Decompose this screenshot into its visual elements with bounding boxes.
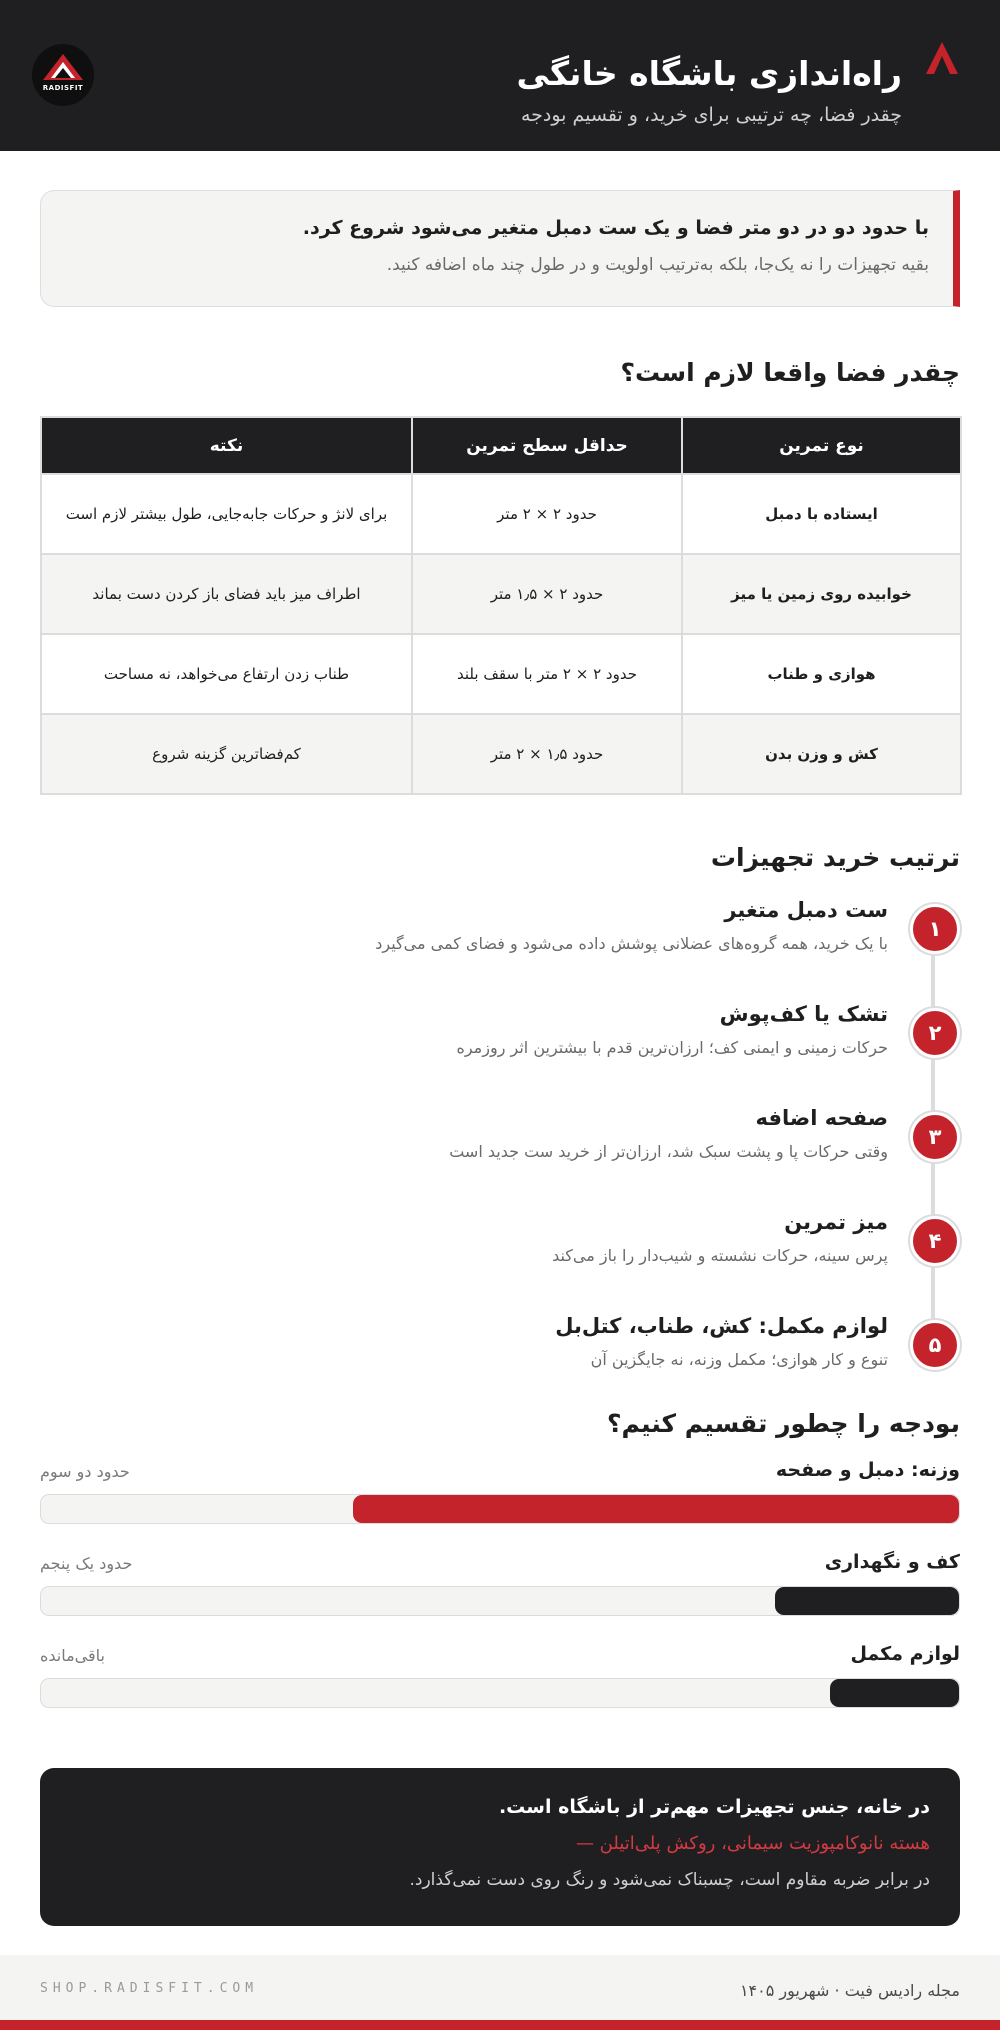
table-header-row — [41, 417, 961, 474]
page-subtitle: چقدر فضا، چه ترتیبی برای خرید، و تقسیم بودجه — [520, 104, 902, 126]
budget-label: لوازم مکمل — [850, 1643, 960, 1665]
budget-note: حدود یک پنجم — [40, 1554, 133, 1573]
cell-area: حدود ۲ × ۲ متر با سقف بلند — [412, 634, 682, 714]
cell-note: اطراف میز باید فضای باز کردن دست بماند — [41, 554, 412, 634]
logo-text: RADISFIT — [42, 84, 84, 92]
step-description: وقتی حرکات پا و پشت سبک شد، ارزان‌تر از خرید ست جدید است — [449, 1142, 888, 1161]
column-header-area: حداقل سطح تمرین — [412, 417, 682, 474]
step-item — [360, 1002, 960, 1078]
budget-bar-fill — [353, 1495, 959, 1523]
step-title: ست دمبل متغیر — [724, 898, 888, 922]
budget-bar-fill — [775, 1587, 959, 1615]
table-row — [41, 474, 961, 554]
step-number: ۴ — [910, 1216, 960, 1266]
cell-type: هوازی و طناب — [682, 634, 961, 714]
brand-logo[interactable] — [32, 44, 94, 106]
space-section-title: چقدر فضا واقعا لازم است؟ — [620, 358, 960, 387]
cell-area: حدود ۲ × ۲ متر — [412, 474, 682, 554]
step-number: ۱ — [910, 904, 960, 954]
page-footer — [0, 1955, 1000, 2020]
step-number: ۲ — [910, 1008, 960, 1058]
callout-text: بقیه تجهیزات را نه یک‌جا، بلکه به‌ترتیب اولویت و در طول چند ماه اضافه کنید. — [386, 255, 929, 275]
step-title: صفحه اضافه — [755, 1106, 888, 1130]
step-title: میز تمرین — [784, 1210, 888, 1234]
budget-label: وزنه: دمبل و صفحه — [775, 1459, 960, 1481]
budget-bar-track — [40, 1494, 960, 1524]
column-header-type: نوع تمرین — [682, 417, 961, 474]
step-description: با یک خرید، همه گروه‌های عضلانی پوشش داده می‌شود و فضای کمی می‌گیرد — [375, 934, 888, 953]
cell-type: خوابیده روی زمین یا میز — [682, 554, 961, 634]
step-item — [360, 1210, 960, 1286]
budget-bar-fill — [830, 1679, 959, 1707]
step-title: لوازم مکمل: کش، طناب، کتل‌بل — [555, 1314, 888, 1338]
footer-site-link[interactable]: SHOP.RADISFIT.COM — [40, 1981, 259, 1996]
order-section-title: ترتیب خرید تجهیزات — [710, 843, 960, 872]
page-header — [0, 0, 1000, 151]
column-header-note: نکته — [41, 417, 412, 474]
cell-note: کم‌فضاترین گزینه شروع — [41, 714, 412, 794]
budget-bar-track — [40, 1586, 960, 1616]
cell-type: کش و وزن بدن — [682, 714, 961, 794]
budget-note: حدود دو سوم — [40, 1462, 130, 1481]
cell-area: حدود ۱٫۵ × ۲ متر — [412, 714, 682, 794]
table-row — [41, 554, 961, 634]
step-number: ۳ — [910, 1112, 960, 1162]
intro-callout — [40, 190, 960, 307]
material-text: در برابر ضربه مقاوم است، چسبناک نمی‌شود و رنگ روی دست نمی‌گذارد. — [409, 1870, 930, 1890]
page-title: راه‌اندازی باشگاه خانگی — [516, 54, 902, 93]
cell-note: برای لانژ و حرکات جابه‌جایی، طول بیشتر لازم است — [41, 474, 412, 554]
budget-bar-track — [40, 1678, 960, 1708]
table-row — [41, 714, 961, 794]
budget-label: کف و نگهداری — [824, 1551, 960, 1573]
step-description: تنوع و کار هوازی؛ مکمل وزنه، نه جایگزین آن — [590, 1350, 888, 1369]
material-title: در خانه، جنس تجهیزات مهم‌تر از باشگاه است. — [498, 1796, 930, 1818]
material-callout — [40, 1768, 960, 1926]
table-row — [41, 634, 961, 714]
bottom-accent-bar — [0, 2020, 1000, 2030]
step-item — [360, 1106, 960, 1182]
red-chevron-icon — [924, 40, 960, 76]
logo-mountain-icon — [41, 52, 85, 82]
cell-area: حدود ۲ × ۱٫۵ متر — [412, 554, 682, 634]
step-item — [360, 1314, 960, 1390]
space-table — [40, 416, 962, 795]
budget-note: باقی‌مانده — [40, 1646, 105, 1665]
step-item — [360, 898, 960, 974]
material-accent: هسته نانوکامپوزیت سیمانی، روکش پلی‌اتیلن — — [575, 1833, 930, 1854]
callout-title: با حدود دو در دو متر فضا و یک ست دمبل متغیر می‌شود شروع کرد. — [302, 217, 929, 239]
footer-issue: مجله رادیس فیت · شهریور ۱۴۰۵ — [739, 1981, 960, 2000]
step-description: حرکات زمینی و ایمنی کف؛ ارزان‌ترین قدم با بیشترین اثر روزمره — [456, 1038, 888, 1057]
step-title: تشک یا کف‌پوش — [719, 1002, 888, 1026]
step-description: پرس سینه، حرکات نشسته و شیب‌دار را باز می‌کند — [552, 1246, 888, 1265]
step-number: ۵ — [910, 1320, 960, 1370]
cell-note: طناب زدن ارتفاع می‌خواهد، نه مساحت — [41, 634, 412, 714]
budget-section-title: بودجه را چطور تقسیم کنیم؟ — [607, 1409, 960, 1438]
cell-type: ایستاده با دمبل — [682, 474, 961, 554]
